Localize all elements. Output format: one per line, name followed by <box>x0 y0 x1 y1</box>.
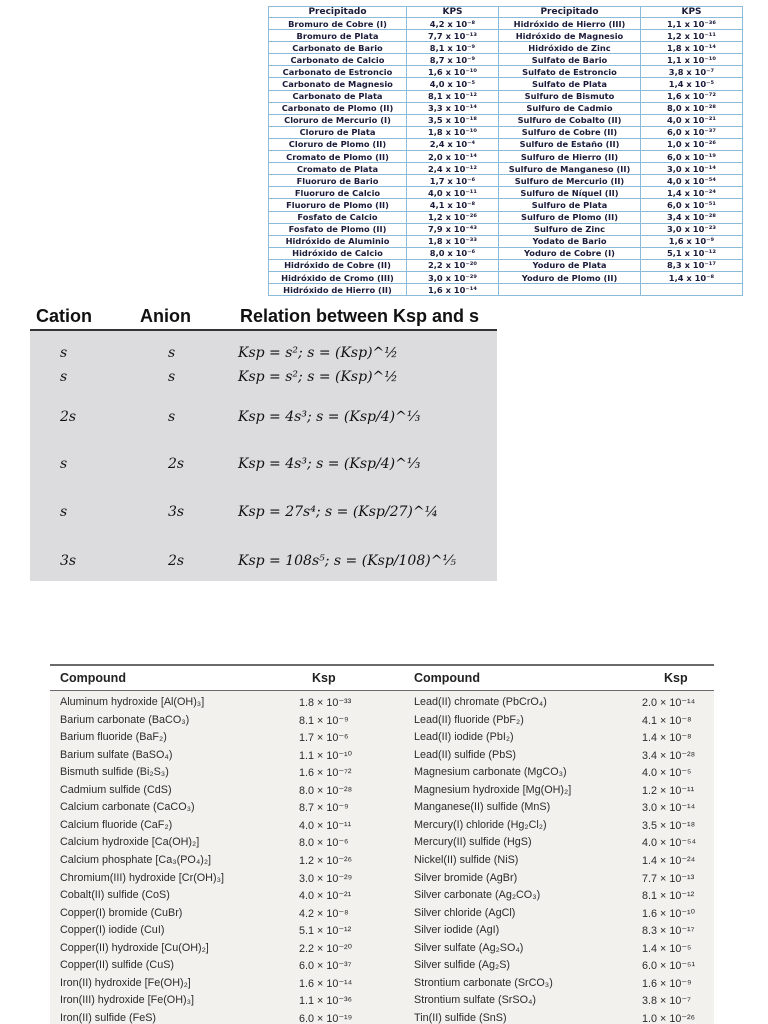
precipitate-name: Sulfuro de Mercurio (II) <box>499 175 641 187</box>
ksp-row <box>50 1010 714 1024</box>
ksp-row <box>50 957 714 974</box>
kps-table-row <box>269 114 743 126</box>
precipitate-name: Hidróxido de Cromo (III) <box>269 271 407 283</box>
kps-value <box>641 284 743 296</box>
kps-value: 1,8 x 10⁻¹⁰ <box>407 126 499 138</box>
ksp-row <box>50 764 714 781</box>
ksp-row <box>50 922 714 939</box>
kps-value: 8,3 x 10⁻¹⁷ <box>641 259 743 271</box>
compound-name: Copper(II) sulfide (CuS) <box>60 959 175 972</box>
kps-value: 1,4 x 10⁻²⁴ <box>641 187 743 199</box>
kps-value: 8,1 x 10⁻¹² <box>407 90 499 102</box>
precipitate-name: Cromato de Plomo (II) <box>269 151 407 163</box>
kps-value: 8,0 x 10⁻²⁸ <box>641 102 743 114</box>
ksp-row <box>50 887 714 904</box>
kps-table-row <box>269 247 743 259</box>
ksp-value: 6.0 × 10⁻⁵¹ <box>642 960 696 973</box>
kps-value: 3,4 x 10⁻²⁸ <box>641 211 743 223</box>
compound-name: Cadmium sulfide (CdS) <box>60 783 172 796</box>
compound-name: Calcium phosphate [Ca₃(PO₄)₂] <box>60 853 212 866</box>
ksp-value: 1.2 × 10⁻¹¹ <box>642 784 695 797</box>
kps-table-row <box>269 259 743 271</box>
compound-name: Iron(II) sulfide (FeS) <box>60 1011 156 1024</box>
compound-name: Iron(III) hydroxide [Fe(OH)₃] <box>60 994 194 1007</box>
kps-value: 1,6 x 10⁻⁹ <box>641 235 743 247</box>
relation-row <box>30 367 497 387</box>
compound-name: Manganese(II) sulfide (MnS) <box>414 801 551 814</box>
kps-table-row <box>269 90 743 102</box>
ksp-value: 2.0 × 10⁻¹⁴ <box>642 697 696 709</box>
kps-value: 3,0 x 10⁻²³ <box>641 223 743 235</box>
compound-name: Lead(II) fluoride (PbF₂) <box>414 713 524 726</box>
kps-table-row <box>269 42 743 54</box>
precipitate-name: Carbonato de Plomo (II) <box>269 102 407 114</box>
precipitate-name: Fluoruro de Bario <box>269 175 407 187</box>
ksp-row <box>50 817 714 834</box>
ksp-value: 1.4 × 10⁻⁸ <box>642 732 692 745</box>
header-compound-1: Compound <box>60 671 126 685</box>
precipitate-name: Bromuro de Cobre (I) <box>269 18 407 30</box>
precipitate-name: Sulfato de Estroncio <box>499 66 641 78</box>
kps-value: 1,6 x 10⁻¹⁴ <box>407 284 499 296</box>
precipitate-name: Sulfuro de Plomo (II) <box>499 211 641 223</box>
precipitate-name: Hidróxido de Hierro (III) <box>499 18 641 30</box>
kps-value: 2,0 x 10⁻¹⁴ <box>407 151 499 163</box>
relation-header <box>30 304 497 331</box>
ksp-value: 1.6 × 10⁻¹⁴ <box>299 977 353 990</box>
precipitate-name: Sulfuro de Cadmio <box>499 102 641 114</box>
header-ksp-1: Ksp <box>312 671 336 685</box>
precipitate-name: Sulfuro de Estaño (II) <box>499 138 641 150</box>
ksp-value: 1.7 × 10⁻⁶ <box>299 732 349 745</box>
ksp-value: 6.0 × 10⁻¹⁹ <box>299 1012 353 1024</box>
precipitate-name: Cloruro de Plomo (II) <box>269 138 407 150</box>
ksp-value: 5.1 × 10⁻¹² <box>299 925 352 938</box>
ksp-value: 2.2 × 10⁻²⁰ <box>299 942 352 955</box>
cation-value: 2s <box>60 409 77 425</box>
kps-value: 1,1 x 10⁻³⁶ <box>641 18 743 30</box>
precipitate-name: Fosfato de Calcio <box>269 211 407 223</box>
ksp-row <box>50 834 714 851</box>
compound-name: Copper(II) hydroxide [Cu(OH)₂] <box>60 941 209 954</box>
header-precipitado-2: Precipitado <box>499 7 641 18</box>
kps-value: 4,0 x 10⁻²¹ <box>641 114 743 126</box>
compound-name: Calcium carbonate (CaCO₃) <box>60 801 195 814</box>
ksp-row <box>50 905 714 922</box>
kps-table-row <box>269 30 743 42</box>
cation-value: s <box>60 456 68 472</box>
ksp-row <box>50 975 714 992</box>
relation-value: Ksp = 27s⁴; s = (Ksp/27)^¼ <box>238 504 439 520</box>
kps-value: 4,0 x 10⁻⁵ <box>407 78 499 90</box>
ksp-value: 8.3 × 10⁻¹⁷ <box>642 925 695 938</box>
compound-name: Silver sulfide (Ag₂S) <box>414 959 510 972</box>
kps-table-es <box>268 6 743 296</box>
compound-name: Chromium(III) hydroxide [Cr(OH)₃] <box>60 871 224 884</box>
compound-name: Copper(I) iodide (CuI) <box>60 924 165 937</box>
relation-value: Ksp = 4s³; s = (Ksp/4)^⅓ <box>238 456 421 472</box>
header-cation: Cation <box>36 306 92 326</box>
compound-name: Silver sulfate (Ag₂SO₄) <box>414 941 524 954</box>
kps-value: 2,4 x 10⁻¹² <box>407 163 499 175</box>
anion-value: 2s <box>168 456 185 472</box>
header-precipitado-1: Precipitado <box>269 7 407 18</box>
precipitate-name: Yoduro de Plomo (II) <box>499 271 641 283</box>
precipitate-name: Hidróxido de Zinc <box>499 42 641 54</box>
cation-value: s <box>60 504 68 520</box>
ksp-row <box>50 940 714 957</box>
kps-table-row <box>269 54 743 66</box>
kps-table-row <box>269 271 743 283</box>
kps-table-row <box>269 235 743 247</box>
precipitate-name: Hidróxido de Cobre (II) <box>269 259 407 271</box>
precipitate-name: Yoduro de Plata <box>499 259 641 271</box>
compound-name: Nickel(II) sulfide (NiS) <box>414 853 519 866</box>
kps-value: 4,1 x 10⁻⁸ <box>407 199 499 211</box>
precipitate-name: Cromato de Plata <box>269 163 407 175</box>
kps-value: 1,0 x 10⁻²⁶ <box>641 138 743 150</box>
compound-name: Magnesium carbonate (MgCO₃) <box>414 766 567 779</box>
ksp-value: 8.1 × 10⁻¹² <box>642 890 695 903</box>
compound-name: Strontium carbonate (SrCO₃) <box>414 976 553 989</box>
ksp-value: 8.1 × 10⁻⁹ <box>299 714 349 727</box>
ksp-value: 8.0 × 10⁻⁶ <box>299 837 349 850</box>
ksp-row <box>50 712 714 729</box>
ksp-row <box>50 852 714 869</box>
kps-value: 1,4 x 10⁻⁸ <box>641 271 743 283</box>
compound-name: Tin(II) sulfide (SnS) <box>414 1011 507 1024</box>
header-anion: Anion <box>140 306 191 326</box>
ksp-value: 3.0 × 10⁻¹⁴ <box>642 802 696 815</box>
compound-name: Silver carbonate (Ag₂CO₃) <box>414 889 541 902</box>
relation-row <box>30 551 497 571</box>
precipitate-name: Carbonato de Plata <box>269 90 407 102</box>
ksp-value: 1.4 × 10⁻²⁴ <box>642 854 696 867</box>
kps-value: 5,1 x 10⁻¹² <box>641 247 743 259</box>
ksp-value: 4.1 × 10⁻⁸ <box>642 714 692 727</box>
precipitate-name: Cloruro de Mercurio (I) <box>269 114 407 126</box>
ksp-row <box>50 870 714 887</box>
kps-value: 8,7 x 10⁻⁹ <box>407 54 499 66</box>
ksp-value: 4.0 × 10⁻¹¹ <box>299 819 352 832</box>
precipitate-name: Hidróxido de Aluminio <box>269 235 407 247</box>
ksp-value: 1.1 × 10⁻¹⁰ <box>299 749 352 762</box>
kps-table-row <box>269 138 743 150</box>
ksp-value: 4.0 × 10⁻²¹ <box>299 890 352 903</box>
compound-name: Calcium fluoride (CaF₂) <box>60 818 173 831</box>
header-ksp-2: Ksp <box>664 671 688 685</box>
precipitate-name: Bromuro de Plata <box>269 30 407 42</box>
relation-row <box>30 502 497 522</box>
kps-value: 3,0 x 10⁻²⁹ <box>407 271 499 283</box>
cation-value: s <box>60 369 68 385</box>
kps-table-row <box>269 163 743 175</box>
compound-name: Barium carbonate (BaCO₃) <box>60 713 190 726</box>
compound-name: Strontium sulfate (SrSO₄) <box>414 994 537 1007</box>
kps-value: 4,0 x 10⁻⁵⁴ <box>641 175 743 187</box>
compound-name: Lead(II) chromate (PbCrO₄) <box>414 696 547 708</box>
ksp-en-header <box>50 664 714 691</box>
ksp-value: 3.4 × 10⁻²⁸ <box>642 749 696 762</box>
kps-value: 7,7 x 10⁻¹³ <box>407 30 499 42</box>
anion-value: s <box>168 345 176 361</box>
ksp-value: 4.0 × 10⁻⁵ <box>642 767 692 780</box>
precipitate-name: Fluoruro de Plomo (II) <box>269 199 407 211</box>
relation-row <box>30 407 497 427</box>
relation-value: Ksp = 108s⁵; s = (Ksp/108)^⅕ <box>238 553 457 569</box>
precipitate-name: Carbonato de Estroncio <box>269 66 407 78</box>
precipitate-name: Carbonato de Bario <box>269 42 407 54</box>
relation-value: Ksp = s²; s = (Ksp)^½ <box>238 345 398 361</box>
kps-value: 3,8 x 10⁻⁷ <box>641 66 743 78</box>
precipitate-name: Fosfato de Plomo (II) <box>269 223 407 235</box>
ksp-value: 1.6 × 10⁻⁹ <box>642 977 692 990</box>
precipitate-name: Sulfuro de Níquel (II) <box>499 187 641 199</box>
ksp-row <box>50 992 714 1009</box>
relation-body <box>30 331 497 581</box>
compound-name: Magnesium hydroxide [Mg(OH)₂] <box>414 783 572 796</box>
precipitate-name: Sulfato de Bario <box>499 54 641 66</box>
kps-value: 2,4 x 10⁻⁴ <box>407 138 499 150</box>
kps-value: 1,8 x 10⁻¹⁴ <box>641 42 743 54</box>
compound-name: Cobalt(II) sulfide (CoS) <box>60 889 170 902</box>
relation-row <box>30 343 497 363</box>
kps-value: 4,0 x 10⁻¹¹ <box>407 187 499 199</box>
ksp-value: 8.0 × 10⁻²⁸ <box>299 784 353 797</box>
compound-name: Barium sulfate (BaSO₄) <box>60 748 173 761</box>
compound-name: Silver chloride (AgCl) <box>414 906 516 919</box>
kps-table-row <box>269 175 743 187</box>
ksp-row <box>50 694 714 711</box>
kps-value: 1,7 x 10⁻⁶ <box>407 175 499 187</box>
cation-value: 3s <box>60 553 77 569</box>
precipitate-name: Cloruro de Plata <box>269 126 407 138</box>
compound-name: Mercury(II) sulfide (HgS) <box>414 836 532 849</box>
kps-value: 6,0 x 10⁻⁵¹ <box>641 199 743 211</box>
compound-name: Lead(II) iodide (PbI₂) <box>414 731 514 744</box>
ksp-row <box>50 747 714 764</box>
kps-table-row <box>269 66 743 78</box>
ksp-value: 3.5 × 10⁻¹⁸ <box>642 819 696 832</box>
precipitate-name: Yoduro de Cobre (I) <box>499 247 641 259</box>
compound-name: Bismuth sulfide (Bi₂S₃) <box>60 766 169 779</box>
ksp-value: 4.2 × 10⁻⁸ <box>299 907 349 920</box>
ksp-table-en <box>50 664 714 1024</box>
precipitate-name: Carbonato de Magnesio <box>269 78 407 90</box>
precipitate-name: Hidróxido de Calcio <box>269 247 407 259</box>
kps-value: 1,8 x 10⁻³³ <box>407 235 499 247</box>
ksp-value: 1.0 × 10⁻²⁶ <box>642 1012 696 1024</box>
anion-value: 3s <box>168 504 185 520</box>
precipitate-name: Sulfuro de Cobalto (II) <box>499 114 641 126</box>
precipitate-name: Hidróxido de Hierro (II) <box>269 284 407 296</box>
relation-value: Ksp = 4s³; s = (Ksp/4)^⅓ <box>238 409 421 425</box>
ksp-value: 8.7 × 10⁻⁹ <box>299 802 349 815</box>
precipitate-name: Fluoruro de Calcio <box>269 187 407 199</box>
ksp-value: 3.0 × 10⁻²⁹ <box>299 872 353 885</box>
ksp-row <box>50 782 714 799</box>
kps-value: 7,9 x 10⁻⁴³ <box>407 223 499 235</box>
kps-table-header <box>269 7 743 18</box>
kps-table-row <box>269 187 743 199</box>
precipitate-name: Sulfuro de Bismuto <box>499 90 641 102</box>
kps-value: 6,0 x 10⁻¹⁹ <box>641 151 743 163</box>
cation-value: s <box>60 345 68 361</box>
header-relation: Relation between Ksp and s <box>240 306 480 326</box>
ksp-value: 7.7 × 10⁻¹³ <box>642 872 695 885</box>
anion-value: s <box>168 369 176 385</box>
ksp-row <box>50 799 714 816</box>
precipitate-name <box>499 284 641 296</box>
kps-table-row <box>269 223 743 235</box>
ksp-value: 4.0 × 10⁻⁵⁴ <box>642 837 697 850</box>
ksp-value: 1.4 × 10⁻⁵ <box>642 942 692 955</box>
anion-value: 2s <box>168 553 185 569</box>
relation-row <box>30 454 497 474</box>
kps-value: 3,3 x 10⁻¹⁴ <box>407 102 499 114</box>
kps-table-row <box>269 102 743 114</box>
anion-value: s <box>168 409 176 425</box>
ksp-value: 1.6 × 10⁻⁷² <box>299 767 352 780</box>
kps-table-row <box>269 151 743 163</box>
kps-value: 8,1 x 10⁻⁹ <box>407 42 499 54</box>
kps-value: 2,2 x 10⁻²⁰ <box>407 259 499 271</box>
precipitate-name: Sulfato de Plata <box>499 78 641 90</box>
compound-name: Iron(II) hydroxide [Fe(OH)₂] <box>60 976 191 989</box>
precipitate-name: Sulfuro de Zinc <box>499 223 641 235</box>
ksp-value: 1.8 × 10⁻³³ <box>299 697 352 709</box>
kps-table-row <box>269 199 743 211</box>
kps-value: 3,0 x 10⁻¹⁴ <box>641 163 743 175</box>
precipitate-name: Sulfuro de Plata <box>499 199 641 211</box>
ksp-value: 1.1 × 10⁻³⁶ <box>299 995 353 1008</box>
kps-value: 1,1 x 10⁻¹⁰ <box>641 54 743 66</box>
ksp-solubility-relation-table <box>30 304 497 581</box>
precipitate-name: Carbonato de Calcio <box>269 54 407 66</box>
header-kps-1: KPS <box>407 7 499 18</box>
compound-name: Copper(I) bromide (CuBr) <box>60 906 183 919</box>
relation-value: Ksp = s²; s = (Ksp)^½ <box>238 369 398 385</box>
kps-value: 3,5 x 10⁻¹⁸ <box>407 114 499 126</box>
kps-table-row <box>269 284 743 296</box>
ksp-value: 1.6 × 10⁻¹⁰ <box>642 907 695 920</box>
compound-name: Barium fluoride (BaF₂) <box>60 731 167 744</box>
compound-name: Lead(II) sulfide (PbS) <box>414 748 517 761</box>
header-compound-2: Compound <box>414 671 480 685</box>
kps-value: 1,2 x 10⁻¹¹ <box>641 30 743 42</box>
precipitate-name: Yodato de Bario <box>499 235 641 247</box>
ksp-value: 6.0 × 10⁻³⁷ <box>299 960 352 973</box>
header-kps-2: KPS <box>641 7 743 18</box>
kps-table-row <box>269 211 743 223</box>
kps-value: 1,6 x 10⁻⁷² <box>641 90 743 102</box>
compound-name: Silver iodide (AgI) <box>414 924 500 937</box>
kps-value: 8,0 x 10⁻⁶ <box>407 247 499 259</box>
kps-value: 1,4 x 10⁻⁵ <box>641 78 743 90</box>
kps-value: 4,2 x 10⁻⁸ <box>407 18 499 30</box>
kps-table-row <box>269 18 743 30</box>
kps-value: 1,6 x 10⁻¹⁰ <box>407 66 499 78</box>
compound-name: Mercury(I) chloride (Hg₂Cl₂) <box>414 818 547 831</box>
compound-name: Aluminum hydroxide [Al(OH)₃] <box>60 696 205 708</box>
kps-table-row <box>269 126 743 138</box>
kps-value: 1,2 x 10⁻²⁶ <box>407 211 499 223</box>
ksp-value: 3.8 × 10⁻⁷ <box>642 995 691 1008</box>
precipitate-name: Sulfuro de Manganeso (II) <box>499 163 641 175</box>
kps-value: 6,0 x 10⁻³⁷ <box>641 126 743 138</box>
precipitate-name: Hidróxido de Magnesio <box>499 30 641 42</box>
kps-table-row <box>269 78 743 90</box>
precipitate-name: Sulfuro de Cobre (II) <box>499 126 641 138</box>
compound-name: Silver bromide (AgBr) <box>414 871 518 884</box>
precipitate-name: Sulfuro de Hierro (II) <box>499 151 641 163</box>
ksp-row <box>50 729 714 746</box>
compound-name: Calcium hydroxide [Ca(OH)₂] <box>60 836 200 849</box>
ksp-value: 1.2 × 10⁻²⁶ <box>299 854 353 867</box>
